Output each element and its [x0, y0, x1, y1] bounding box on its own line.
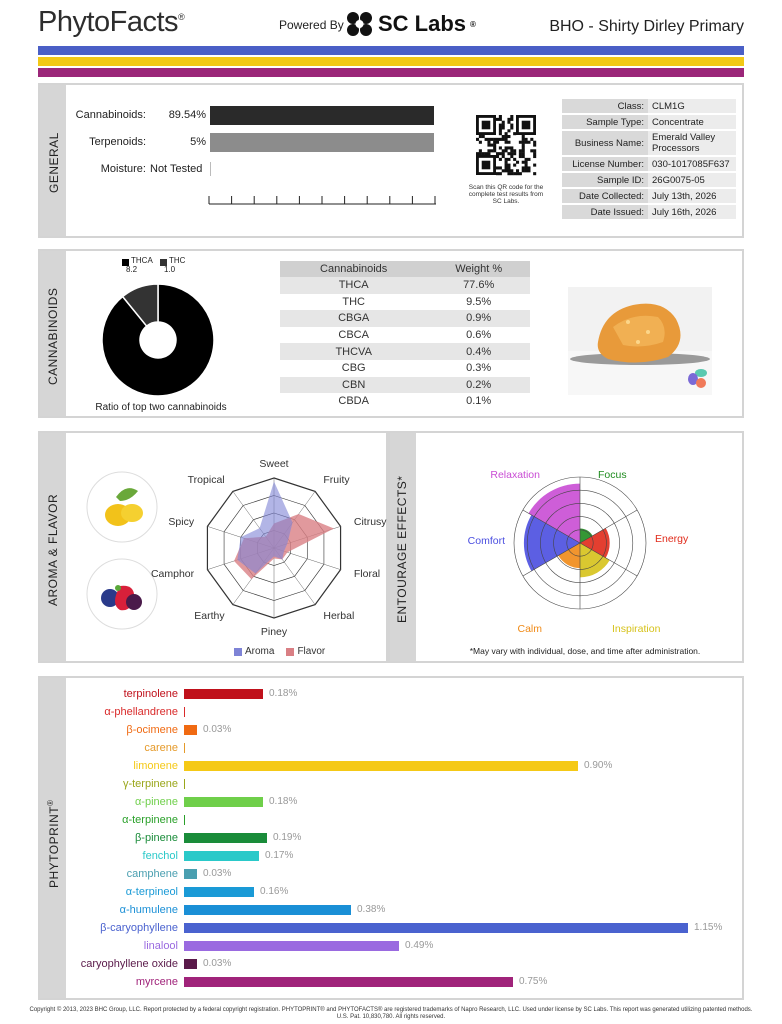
radar-axis-label: Tropical [187, 474, 225, 487]
aroma-sidebar [40, 433, 66, 661]
radar-axis-label: Piney [260, 626, 288, 638]
terpene-bar [184, 761, 578, 771]
legend-label: Aroma [245, 646, 275, 657]
lab-logo: SC Labs ® [346, 10, 476, 38]
info-key: Class: [562, 99, 648, 113]
terpene-bar [184, 869, 197, 879]
info-value: July 13th, 2026 [648, 189, 736, 203]
terpene-value: 0.19% [273, 832, 302, 843]
cannabinoids-section-label: CANNABINOIDS [46, 287, 60, 385]
effect-label: Comfort [467, 535, 505, 547]
terpene-name: α-phellandrene [104, 706, 178, 718]
entourage-chart [450, 453, 710, 633]
cannabinoid-name: THC [342, 295, 365, 308]
cannabinoid-name: CBGA [280, 310, 427, 327]
table-row [280, 310, 530, 327]
radar-legend-item [234, 646, 274, 657]
legend-label: Flavor [297, 646, 326, 657]
radar-legend [234, 646, 325, 657]
cannabinoid-weight: 77.6% [427, 277, 530, 294]
terpene-bar [184, 959, 197, 969]
general-bar [210, 106, 434, 125]
brand-logo: PhytoFacts® [38, 6, 185, 38]
cannabinoid-name: CBG [341, 362, 366, 375]
terpene-bar [184, 689, 263, 699]
footer-copyright: Copyright © 2013, 2023 BHC Group, LLC. Report protected by a federal copyright registration. PHYTOPRINT® and PHYTOFACTS® are registered trademarks of Napro Research, LLC. Used under license by SC Labs. This report was generated utilizing patented methods. U.S. Pat. 10,830,780. All rights reserved. [29, 1007, 753, 1020]
qr-caption: Scan this QR code for the complete test results from SC Labs. [468, 184, 544, 205]
table-row [280, 393, 530, 410]
aroma-radar-chart [150, 453, 387, 643]
radar-axis-label: Citrusy [353, 516, 387, 529]
cannabinoid-table-header: Weight % [427, 261, 530, 277]
terpene-value: 1.15% [694, 922, 723, 933]
aroma-panel [38, 431, 388, 663]
general-bar [210, 133, 434, 152]
cannabinoid-name: THCA [280, 277, 427, 294]
radar-axis-label: Sweet [259, 458, 289, 470]
table-row [280, 327, 530, 344]
cannabinoid-name: CBN [280, 377, 427, 394]
terpene-value: 0.38% [357, 904, 386, 915]
info-key: Sample Type: [562, 115, 648, 129]
effect-label: Inspiration [612, 623, 661, 635]
terpene-value: 0.49% [405, 940, 434, 951]
cannabinoid-weight: 0.4% [427, 343, 530, 360]
terpene-value: 0.16% [260, 886, 289, 897]
phytoprint-section-label: PHYTOPRINT® [46, 799, 61, 888]
legend-swatch [286, 648, 294, 656]
radar-axis-label: Floral [353, 567, 381, 580]
terpene-name: terpinolene [123, 688, 178, 700]
cannabinoid-weight: 0.9% [427, 310, 530, 327]
info-value: July 16th, 2026 [648, 205, 736, 219]
terpene-name: carene [144, 742, 178, 754]
cannabinoid-table-header: Cannabinoids [280, 261, 427, 277]
aroma-section-label: AROMA & FLAVOR [46, 493, 60, 606]
stripe-yellow [38, 57, 744, 66]
qr-code-icon [476, 115, 536, 175]
info-key: License Number: [562, 157, 648, 171]
lab-name: SC Labs [378, 11, 467, 36]
info-value: Concentrate [648, 115, 736, 129]
terpene-bar [184, 923, 688, 933]
terpene-name: caryophyllene oxide [80, 958, 178, 970]
general-panel [38, 83, 744, 238]
terpene-value: 0.18% [269, 796, 298, 807]
lemon-illustration [86, 471, 158, 543]
ratio-donut-chart [100, 282, 216, 398]
terpene-bar [184, 833, 267, 843]
terpene-name: α-terpinene [122, 814, 178, 826]
donut-legend-name: THCA [131, 256, 153, 265]
berries-illustration [86, 558, 158, 630]
terpene-name: myrcene [135, 976, 178, 988]
info-value: Emerald Valley Processors [648, 131, 736, 155]
donut-legend-value: 8.2 [126, 265, 138, 274]
terpene-name: α-pinene [134, 796, 178, 808]
cannabinoids-panel [38, 249, 744, 418]
sc-labs-badge-icon [685, 367, 709, 391]
terpene-name: fenchol [142, 850, 178, 862]
terpene-bar [184, 743, 185, 753]
phytoprint-panel [38, 676, 744, 1000]
terpene-value: 0.90% [584, 760, 613, 771]
general-row-label: Terpenoids: [89, 136, 146, 148]
table-row [280, 343, 530, 360]
general-row-value: 5% [190, 136, 206, 148]
general-section-label: GENERAL [47, 132, 61, 193]
terpene-bar [184, 725, 197, 735]
cannabinoid-name: CBCA [338, 329, 369, 342]
cannabinoid-weight: 0.1% [466, 395, 492, 408]
entourage-panel [388, 431, 744, 663]
cannabinoid-name: THCVA [280, 343, 427, 360]
cannabinoid-weight: 9.5% [466, 295, 492, 308]
stripe-blue [38, 46, 744, 55]
entourage-sidebar [390, 433, 416, 661]
info-table [562, 97, 736, 221]
terpene-value: 0.03% [203, 958, 232, 969]
effect-label: Focus [598, 469, 627, 481]
table-row [280, 360, 530, 377]
info-value: 030-1017085F637 [648, 157, 736, 171]
terpene-name: β-caryophyllene [100, 922, 178, 934]
terpene-bar [184, 815, 185, 825]
terpene-value: 0.17% [265, 850, 294, 861]
effect-label: Relaxation [490, 469, 540, 481]
cannabinoids-sidebar [40, 251, 66, 416]
cannabinoid-name: CBDA [338, 395, 369, 408]
terpene-name: β-pinene [134, 832, 178, 844]
general-axis [208, 193, 438, 205]
donut-caption: Ratio of top two cannabinoids [95, 402, 227, 413]
terpene-name: α-terpineol [125, 886, 178, 898]
terpene-name: camphene [126, 868, 178, 880]
entourage-section-label: ENTOURAGE EFFECTS* [395, 475, 409, 623]
effect-label: Energy [655, 533, 689, 545]
product-title: BHO - Shirty Dirley Primary [549, 18, 744, 35]
entourage-footnote: *May vary with individual, dose, and time after administration. [469, 646, 701, 656]
cannabinoid-weight: 0.2% [427, 377, 530, 394]
general-row-label: Moisture: [100, 163, 146, 175]
donut-legend-value: 1.0 [164, 265, 176, 274]
general-bar-empty [210, 162, 211, 176]
general-row-value: 89.54% [168, 109, 206, 121]
aroma-area [237, 482, 292, 574]
radar-legend-item [286, 646, 325, 657]
info-key: Date Collected: [562, 189, 648, 203]
info-value: 26G0075-05 [648, 173, 736, 187]
general-row-label: Cannabinoids: [75, 109, 146, 121]
cannabinoid-table [280, 261, 530, 410]
terpene-name: linalool [143, 940, 178, 952]
effect-label: Calm [517, 623, 542, 635]
terpene-value: 0.18% [269, 688, 298, 699]
powered-by-label: Powered By [279, 18, 344, 32]
stripe-purple [38, 68, 744, 77]
radar-axis-label: Camphor [150, 567, 195, 580]
terpene-name: β-ocimene [126, 724, 178, 736]
terpene-bar [184, 797, 263, 807]
legend-swatch [234, 648, 242, 656]
terpene-name: γ-terpinene [122, 778, 178, 790]
terpene-bar [184, 941, 399, 951]
table-row [280, 377, 530, 394]
terpene-bar [184, 851, 259, 861]
info-key: Date Issued: [562, 205, 648, 219]
terpene-bar [184, 707, 185, 717]
terpene-bar [184, 977, 513, 987]
info-value: CLM1G [648, 99, 736, 113]
terpene-value: 0.03% [203, 724, 232, 735]
sc-labs-icon [346, 10, 374, 38]
terpene-name: α-humulene [119, 904, 178, 916]
info-key: Sample ID: [562, 173, 648, 187]
terpene-value: 0.03% [203, 868, 232, 879]
table-row [280, 294, 530, 311]
terpene-bar [184, 779, 185, 789]
terpene-name: limonene [133, 760, 178, 772]
radar-axis-label: Fruity [323, 474, 350, 487]
radar-axis-label: Earthy [194, 609, 225, 622]
cannabinoid-weight: 0.3% [466, 362, 492, 375]
terpene-bar [184, 905, 351, 915]
terpene-value: 0.75% [519, 976, 548, 987]
table-row [280, 277, 530, 294]
radar-axis-label: Herbal [323, 609, 355, 622]
general-sidebar [40, 85, 66, 236]
info-key: Business Name: [562, 131, 648, 155]
donut-legend-name: THC [169, 256, 186, 265]
general-row-value: Not Tested [150, 163, 203, 175]
radar-axis-label: Spicy [168, 516, 195, 529]
cannabinoid-weight: 0.6% [466, 329, 492, 342]
terpene-bar [184, 887, 254, 897]
